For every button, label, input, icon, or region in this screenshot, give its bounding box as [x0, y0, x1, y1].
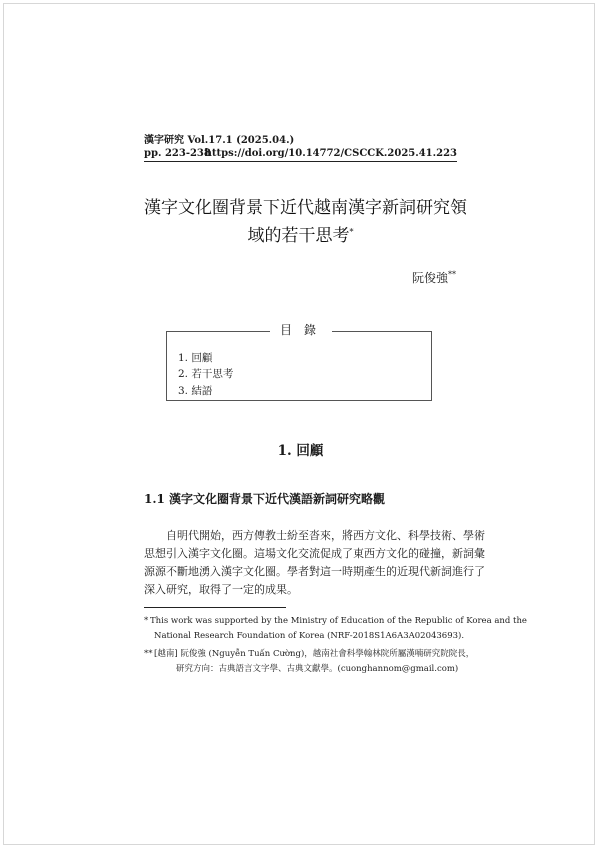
journal-line: 漢字研究 Vol.17.1 (2025.04.) [144, 135, 295, 146]
footnote-rule [144, 607, 286, 608]
body-line-4: 深入研究，取得了一定的成果。 [144, 583, 298, 596]
page-frame [3, 3, 595, 845]
subsection-heading: 1.1 漢字文化圈背景下近代漢語新詞研究略觀 [144, 492, 386, 506]
body-line-1: 自明代開始，西方傳教士紛至沓來，將西方文化、科學技術、學術 [166, 529, 485, 542]
page-range: pp. 223-238 [144, 148, 211, 159]
footnote-1-mark: * [144, 616, 149, 626]
header-rule [144, 161, 457, 162]
title-footnote-mark: * [349, 227, 354, 237]
author-footnote-mark: ** [448, 270, 456, 279]
author-name: 阮俊強 [411, 271, 448, 285]
toc-heading: 目錄 [270, 322, 332, 338]
footnote-1-line-1: This work was supported by the Ministry of Education of the Republic of Korea and the [150, 616, 527, 626]
author [412, 271, 456, 285]
paper-title-line-2 [144, 225, 457, 247]
toc-item-2[interactable]: 2. 若干思考 [178, 368, 234, 380]
footnote-2-line-2: 研究方向：古典語言文字學、古典文獻學。(cuonghannom@gmail.com) [176, 664, 459, 674]
body-line-3: 源源不斷地湧入漢字文化圈。學者對這一時期產生的近現代新詞進行了 [144, 565, 485, 578]
footnote-2-line-1: [越南] 阮俊強 (Nguyễn Tuấn Cường)，越南社會科學翰林院所屬漢喃研究院院長， [154, 649, 475, 659]
section-heading: 1. 回顧 [277, 443, 324, 459]
footnote-1-line-2: National Research Foundation of Korea (NRF-2018S1A6A3A02043693). [154, 631, 465, 641]
body-line-2: 思想引入漢字文化圈。這場文化交流促成了東西方文化的碰撞，新詞彙 [144, 547, 485, 560]
footnote-2-mark: ** [144, 649, 153, 659]
paper-title-line-1: 漢字文化圈背景下近代越南漢字新詞研究領 [144, 198, 467, 218]
doi-link[interactable]: https://doi.org/10.14772/CSCCK.2025.41.223 [204, 148, 457, 159]
paper-title-text: 域的若干思考 [247, 226, 350, 246]
toc-item-3[interactable]: 3. 結語 [178, 385, 213, 397]
toc-item-1[interactable]: 1. 回顧 [178, 352, 213, 364]
